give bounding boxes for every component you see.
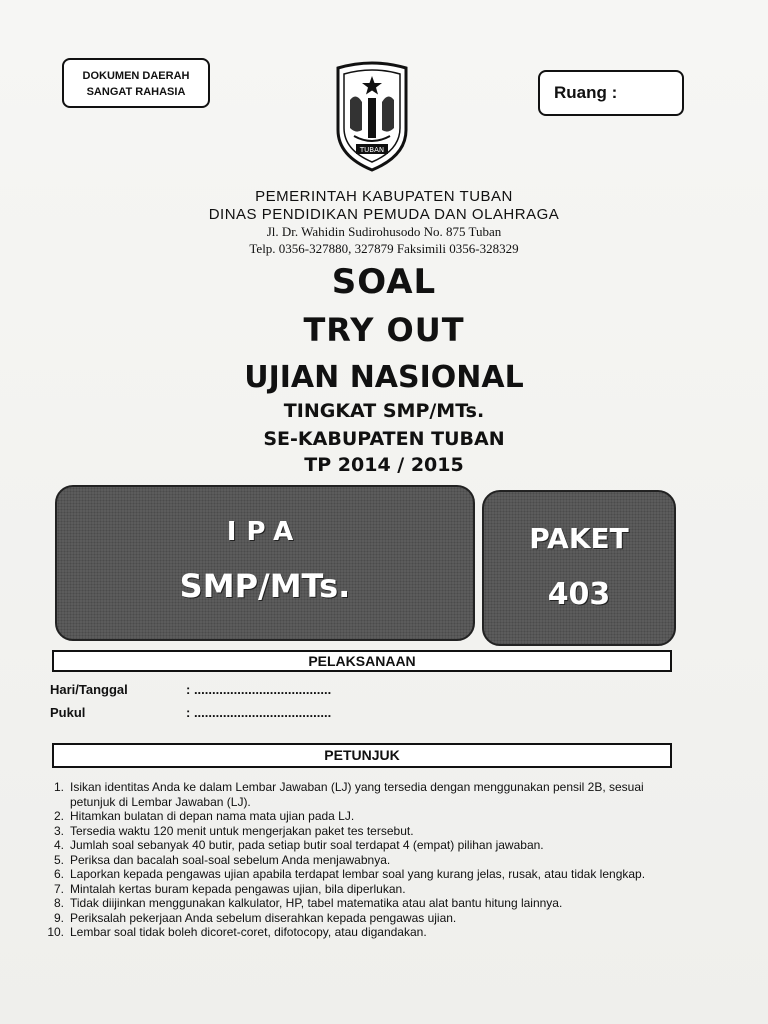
item-text: Laporkan kepada pengawas ujian apabila terdapat lembar soal yang kurang jelas, rusak, atau tidak lengkap.	[70, 867, 646, 881]
paket-panel	[482, 490, 676, 646]
item-text: Tersedia waktu 120 menit untuk mengerjakan paket tes tersebut.	[70, 823, 414, 838]
list-item	[30, 911, 680, 926]
confidential-label	[62, 58, 210, 108]
subject-panel	[55, 485, 475, 641]
item-text: Tidak diijinkan menggunakan kalkulator, HP, tabel matematika atau alat bantu hitung lainnya.	[70, 896, 563, 910]
seal-text: TUBAN	[359, 146, 385, 154]
list-item	[30, 838, 680, 853]
item-number: 6.	[53, 867, 64, 881]
list-item	[30, 882, 680, 897]
pelaksanaan-heading: PELAKSANAAN	[52, 650, 672, 672]
room-box	[538, 70, 684, 116]
item-number: 1.	[53, 780, 64, 794]
list-item	[30, 867, 680, 882]
date-row	[50, 682, 332, 697]
item-number: 9.	[53, 910, 64, 925]
item-number: 3.	[53, 823, 64, 838]
item-text: Hitamkan bulatan di depan nama mata ujian pada LJ.	[70, 809, 355, 823]
list-item	[30, 925, 680, 940]
title-tingkat: TINGKAT SMP/MTs.	[283, 400, 485, 422]
item-text: Isikan identitas Anda ke dalam Lembar Jawaban (LJ) yang tersedia dengan menggunakan pensil 2B, sesuai petunjuk di Lembar Jawaban (LJ).	[70, 780, 644, 809]
item-number: 4.	[53, 838, 64, 852]
item-number: 5.	[53, 852, 64, 867]
paket-number: 403	[547, 577, 611, 612]
header-phone: Telp. 0356-327880, 327879 Faksimili 0356-328329	[249, 241, 519, 256]
item-number: 2.	[53, 809, 64, 823]
date-label: Hari/Tanggal	[50, 682, 128, 697]
list-item	[30, 824, 680, 839]
date-value: : ......................................	[186, 682, 332, 697]
item-number: 7.	[53, 881, 64, 896]
title-try-out: TRY OUT	[303, 311, 465, 349]
title-kabupaten: SE-KABUPATEN TUBAN	[263, 428, 505, 450]
list-item	[30, 896, 680, 911]
title-soal: SOAL	[331, 262, 437, 302]
item-text: Periksalah pekerjaan Anda sebelum diserahkan kepada pengawas ujian.	[70, 910, 457, 925]
header-line-1: PEMERINTAH KABUPATEN TUBAN	[255, 188, 513, 205]
time-value: : ......................................	[186, 705, 332, 720]
paket-label: PAKET	[529, 522, 629, 555]
title-ujian-nasional: UJIAN NASIONAL	[244, 360, 524, 395]
item-text: Jumlah soal sebanyak 40 butir, pada setiap butir soal terdapat 4 (empat) pilihan jawaban.	[70, 838, 544, 852]
regency-seal-icon	[332, 60, 412, 172]
title-academic-year: TP 2014 / 2015	[304, 454, 464, 476]
list-item	[30, 780, 680, 809]
header-address: Jl. Dr. Wahidin Sudirohusodo No. 875 Tuban	[266, 224, 502, 239]
time-label: Pukul	[50, 705, 86, 720]
subject-level: SMP/MTs.	[179, 567, 351, 605]
item-text: Mintalah kertas buram kepada pengawas ujian, bila diperlukan.	[70, 881, 406, 896]
item-number: 8.	[53, 896, 64, 910]
header-line-2: DINAS PENDIDIKAN PEMUDA DAN OLAHRAGA	[208, 206, 560, 223]
list-item	[30, 809, 680, 824]
subject-name: IPA	[226, 517, 304, 547]
instructions-list	[30, 780, 680, 940]
confidential-label-line2: SANGAT RAHASIA	[86, 86, 186, 98]
time-row	[50, 705, 332, 720]
list-item	[30, 853, 680, 868]
item-number: 10.	[47, 925, 64, 939]
petunjuk-heading: PETUNJUK	[52, 743, 672, 768]
item-text: Lembar soal tidak boleh dicoret-coret, difotocopy, atau digandakan.	[70, 925, 427, 939]
room-label: Ruang :	[554, 83, 618, 102]
confidential-label-line1: DOKUMEN DAERAH	[82, 70, 190, 82]
item-text: Periksa dan bacalah soal-soal sebelum Anda menjawabnya.	[70, 852, 391, 867]
